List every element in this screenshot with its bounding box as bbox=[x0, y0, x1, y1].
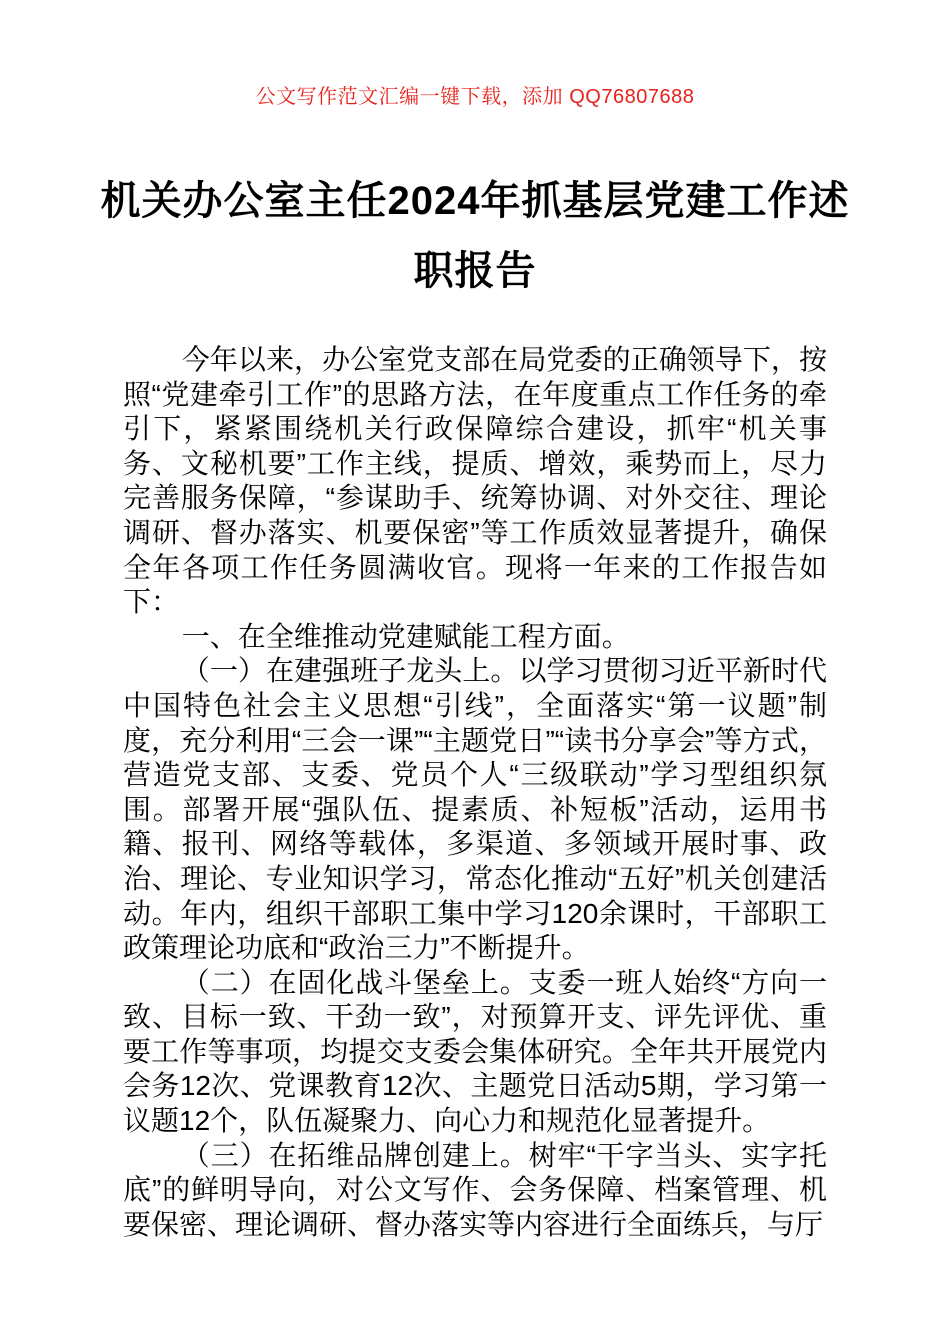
page-title-line-2: 职报告 bbox=[413, 249, 537, 293]
body-paragraph-section-heading: 一、在全维推动党建赋能工程方面。 bbox=[181, 620, 630, 652]
page-title bbox=[0, 166, 950, 306]
document-body bbox=[123, 343, 827, 1242]
page-title-line-1: 机关办公室主任2024年抓基层党建工作述 bbox=[100, 179, 850, 223]
body-paragraph-item-2: （二）在固化战斗堡垒上。支委一班人始终“方向一致、目标一致、干劲一致”，对预算开支、评先评优、重要工作等事项，均提交支委会集体研究。全年共开展党内会务12次、党课教育12次、主题党日活动5期，学习第一议题12个，队伍凝聚力、向心力和规范化显著提升。 bbox=[123, 966, 827, 1137]
body-paragraph-item-1: （一）在建强班子龙头上。以学习贯彻习近平新时代中国特色社会主义思想“引线”，全面落实“第一议题”制度，充分利用“三会一课”“主题党日”“读书分享会”等方式，营造党支部、支委、党员个人“三级联动”学习型组织氛围。部署开展“强队伍、提素质、补短板”活动，运用书籍、报刊、网络等载体，多渠道、多领域开展时事、政治、理论、专业知识学习，常态化推动“五好”机关创建活动。年内，组织干部职工集中学习120余课时，干部职工政策理论功底和“政治三力”不断提升。 bbox=[123, 655, 827, 964]
header-notice: 公文写作范文汇编一键下载，添加 QQ76807688 bbox=[255, 86, 695, 108]
body-paragraph-item-3: （三）在拓维品牌创建上。树牢“干字当头、实字托底”的鲜明导向，对公文写作、会务保障、档案管理、机要保密、理论调研、督办落实等内容进行全面练兵，与厅 bbox=[123, 1139, 827, 1240]
body-paragraph-intro: 今年以来，办公室党支部在局党委的正确领导下，按照“党建牵引工作”的思路方法，在年度重点工作任务的牵引下，紧紧围绕机关行政保障综合建设，抓牢“机关事务、文秘机要”工作主线，提质、增效，乘势而上，尽力完善服务保障，“参谋助手、统筹协调、对外交往、理论调研、督办落实、机要保密”等工作质效显著提升，确保全年各项工作任务圆满收官。现将一年来的工作报告如下： bbox=[123, 344, 827, 618]
